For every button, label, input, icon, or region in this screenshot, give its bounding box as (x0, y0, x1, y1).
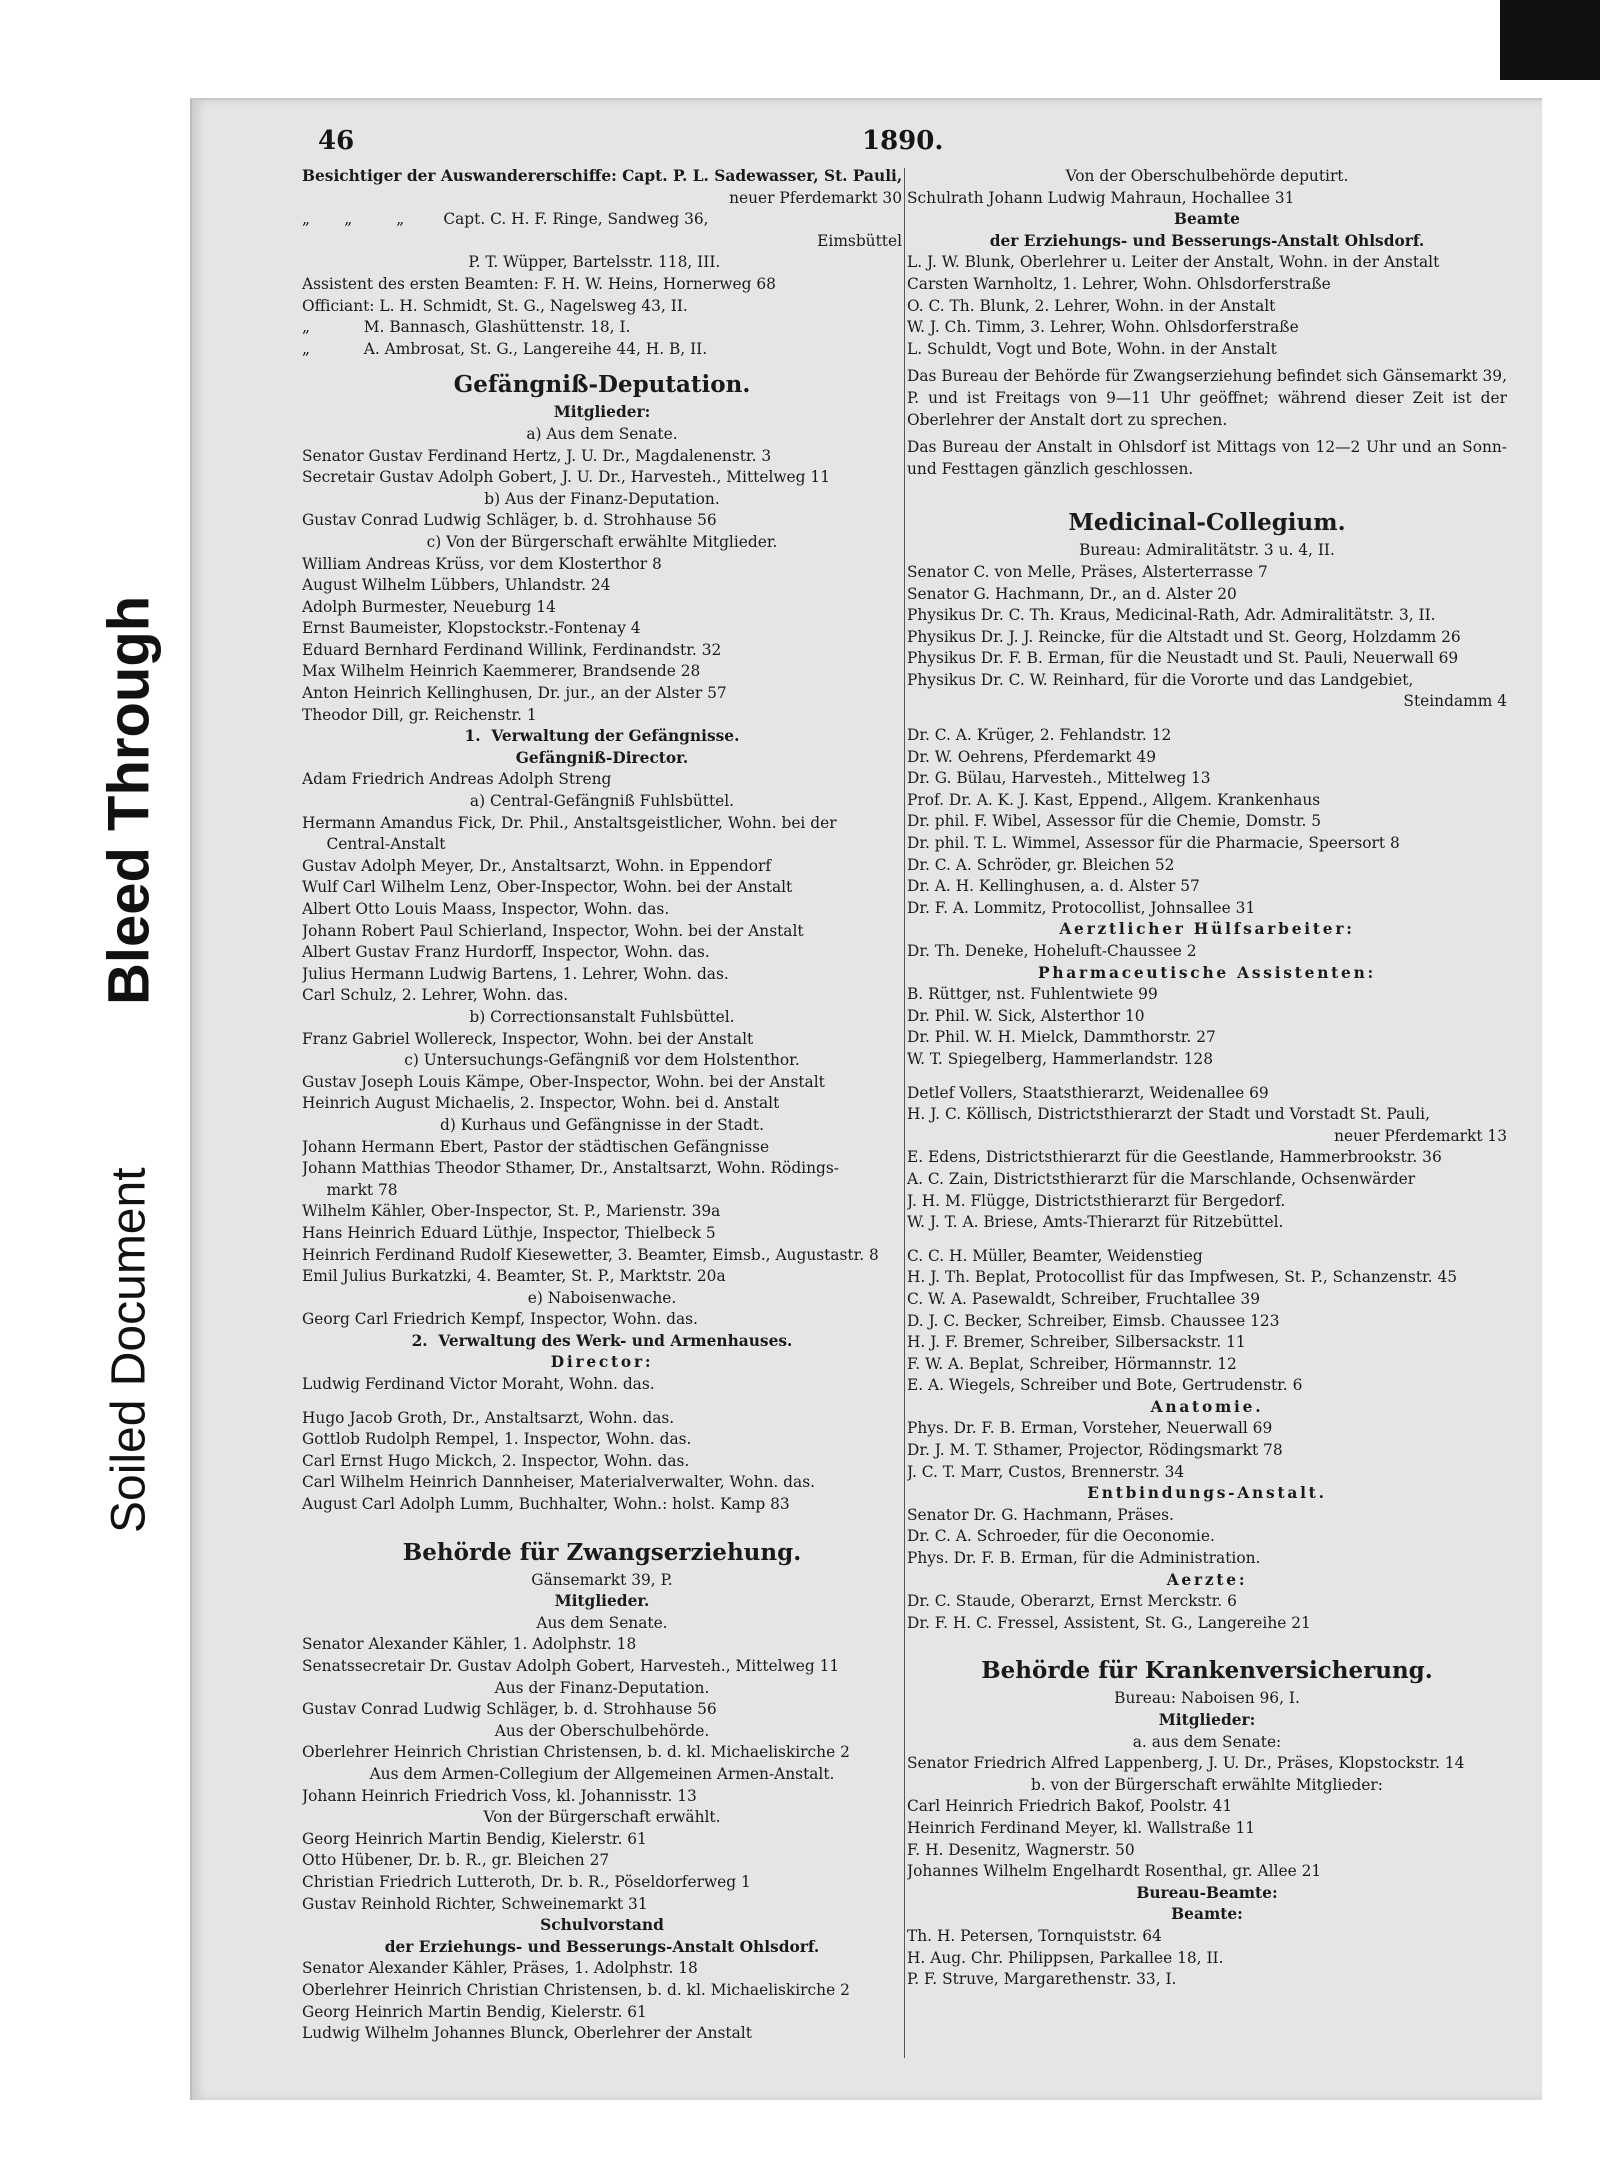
text-line: H. J. Th. Beplat, Protocollist für das Impfwesen, St. P., Schanzenstr. 45 (907, 1268, 1458, 1287)
text-line: Dr. J. M. T. Sthamer, Projector, Rödingsmarkt 78 (907, 1441, 1283, 1460)
left-column (302, 166, 902, 2045)
text-line: d) Kurhaus und Gefängnisse in der Stadt. (440, 1115, 764, 1134)
text-line: Gustav Joseph Louis Kämpe, Ober-Inspector, Wohn. bei der Anstalt (302, 1072, 825, 1091)
text-line: Von der Oberschulbehörde deputirt. (1065, 167, 1349, 185)
text-line: Hermann Amandus Fick, Dr. Phil., Anstaltsgeistlicher, Wohn. bei der (302, 813, 837, 832)
text-line: Senator Gustav Ferdinand Hertz, J. U. Dr., Magdalenenstr. 3 (302, 446, 772, 465)
text-line: Senator Friedrich Alfred Lappenberg, J. U. Dr., Präses, Klopstockstr. 14 (907, 1754, 1465, 1773)
section-title: Behörde für Krankenversicherung. (981, 1657, 1433, 1685)
text-line: Oberlehrer Heinrich Christian Christensen, b. d. kl. Michaeliskirche 2 (302, 1743, 850, 1762)
text-line: Carl Heinrich Friedrich Bakof, Poolstr. 41 (907, 1797, 1233, 1816)
text-line: Aus dem Armen-Collegium der Allgemeinen Armen-Anstalt. (369, 1764, 835, 1783)
text-line: F. H. Desenitz, Wagnerstr. 50 (907, 1840, 1135, 1859)
text-line: Dr. C. A. Schröder, gr. Bleichen 52 (907, 855, 1175, 874)
text-line: Senator Alexander Kähler, 1. Adolphstr. 18 (302, 1635, 637, 1654)
text-line: Phys. Dr. F. B. Erman, Vorsteher, Neuerwall 69 (907, 1419, 1273, 1438)
text-line: Mitglieder: (553, 403, 651, 422)
text-line: Anatomie. (1150, 1397, 1264, 1416)
text-line: Von der Bürgerschaft erwählt. (483, 1808, 721, 1827)
text-line: Dr. C. A. Schroeder, für die Oeconomie. (907, 1527, 1215, 1546)
text-line: Phys. Dr. F. B. Erman, für die Administration. (907, 1549, 1261, 1568)
soiled-document-stamp (84, 1000, 174, 1700)
text-line: Aerzte: (1166, 1570, 1248, 1589)
text-line: Ludwig Ferdinand Victor Moraht, Wohn. das. (302, 1375, 655, 1394)
text-line: P. F. Struve, Margarethenstr. 33, I. (907, 1970, 1177, 1989)
text-line: Gustav Conrad Ludwig Schläger, b. d. Strohhause 56 (302, 1700, 717, 1719)
spacer (907, 713, 1507, 725)
text-line: Assistent des ersten Beamten: F. H. W. Heins, Hornerweg 68 (302, 274, 776, 293)
text-line: L. J. W. Blunk, Oberlehrer u. Leiter der Anstalt, Wohn. in der Anstalt (907, 253, 1440, 272)
text-line: Heinrich Ferdinand Rudolf Kiesewetter, 3. Beamter, Eimsb., Augustastr. 8 (302, 1245, 879, 1264)
text-line: Eimsbüttel (817, 231, 902, 250)
text-line: Johann Matthias Theodor Sthamer, Dr., Anstaltsarzt, Wohn. Rödings- (302, 1159, 839, 1178)
text-line: Carl Schulz, 2. Lehrer, Wohn. das. (302, 986, 569, 1005)
text-line: Gustav Adolph Meyer, Dr., Anstaltsarzt, Wohn. in Eppendorf (302, 856, 772, 875)
text-line: E. A. Wiegels, Schreiber und Bote, Gertrudenstr. 6 (907, 1376, 1303, 1395)
soiled-document-label: Soiled Document (102, 1167, 156, 1533)
text-line: Hans Heinrich Eduard Lüthje, Inspector, Thielbeck 5 (302, 1223, 716, 1242)
text-line: Aus dem Senate. (536, 1613, 668, 1632)
text-line: H. Aug. Chr. Philippsen, Parkallee 18, II. (907, 1948, 1224, 1967)
text-line: 2. Verwaltung des Werk- und Armenhauses. (411, 1331, 793, 1350)
text-line: b. von der Bürgerschaft erwählte Mitglieder: (1031, 1775, 1383, 1794)
text-line: Georg Carl Friedrich Kempf, Inspector, Wohn. das. (302, 1310, 698, 1329)
text-line: P. T. Wüpper, Bartelsstr. 118, III. (302, 253, 721, 272)
text-line: neuer Pferdemarkt 30 (729, 188, 902, 207)
text-line: Bureau-Beamte: (1136, 1883, 1278, 1902)
text-line: Ernst Baumeister, Klopstockstr.-Fontenay 4 (302, 619, 641, 638)
text-line: Albert Otto Louis Maass, Inspector, Wohn. das. (302, 900, 670, 918)
text-line: Senator C. von Melle, Präses, Alsterterrasse 7 (907, 562, 1268, 581)
text-line: W. J. Ch. Timm, 3. Lehrer, Wohn. Ohlsdorferstraße (907, 318, 1299, 337)
spacer (302, 1516, 902, 1528)
text-line: markt 78 (302, 1180, 398, 1199)
text-line: Dr. phil. F. Wibel, Assessor für die Chemie, Domstr. 5 (907, 812, 1322, 831)
spacer (302, 1396, 902, 1408)
text-line: Aus der Finanz-Deputation. (494, 1678, 710, 1697)
text-line: Physikus Dr. C. W. Reinhard, für die Vororte und das Landgebiet, (907, 670, 1414, 689)
column-divider (904, 168, 905, 2058)
text-line: Heinrich August Michaelis, 2. Inspector, Wohn. bei d. Anstalt (302, 1094, 780, 1113)
text-line: „ „ „ Capt. C. H. F. Ringe, Sandweg 36, (302, 210, 709, 229)
text-line: Dr. C. A. Krüger, 2. Fehlandstr. 12 (907, 726, 1172, 745)
text-line: Mitglieder: (1158, 1711, 1256, 1729)
text-line: Detlef Vollers, Staatsthierarzt, Weidenallee 69 (907, 1083, 1269, 1102)
text-line: D. J. C. Becker, Schreiber, Eimsb. Chaussee 123 (907, 1311, 1280, 1330)
text-line: Oberlehrer Heinrich Christian Christensen, b. d. kl. Michaeliskirche 2 (302, 1980, 850, 1999)
text-line: Dr. Th. Deneke, Hoheluft-Chaussee 2 (907, 942, 1197, 960)
spacer (907, 1234, 1507, 1246)
section-title: Gefängniß-Deputation. (453, 371, 751, 399)
text-line: Aerztlicher Hülfsarbeiter: (1059, 920, 1355, 939)
text-line: Senator Alexander Kähler, Präses, 1. Adolphstr. 18 (302, 1959, 698, 1978)
text-line: Mitglieder. (554, 1592, 650, 1611)
page-year: 1890. (862, 126, 944, 156)
text-line: „ M. Bannasch, Glashüttenstr. 18, I. (302, 318, 631, 337)
text-line: Dr. W. Oehrens, Pferdemarkt 49 (907, 747, 1156, 766)
spacer (907, 1071, 1507, 1083)
text-line: Schulvorstand (540, 1916, 664, 1935)
spacer (907, 1634, 1507, 1646)
text-line: Beamte (1174, 210, 1240, 229)
text-line: Officiant: L. H. Schmidt, St. G., Nagelsweg 43, II. (302, 296, 688, 315)
text-line: Dr. Phil. W. H. Mielck, Dammthorstr. 27 (907, 1028, 1216, 1047)
text-line: Georg Heinrich Martin Bendig, Kielerstr. 61 (302, 2002, 647, 2021)
text-line: Johann Heinrich Friedrich Voss, kl. Johannisstr. 13 (302, 1786, 697, 1805)
text-line: A. C. Zain, Districtsthierarzt für die Marschlande, Ochsenwärder (907, 1169, 1416, 1188)
text-line: Albert Gustav Franz Hurdorff, Inspector, Wohn. das. (302, 943, 710, 962)
text-line: Physikus Dr. F. B. Erman, für die Neustadt und St. Pauli, Neuerwall 69 (907, 649, 1459, 668)
text-line: Franz Gabriel Wollereck, Inspector, Wohn. bei der Anstalt (302, 1029, 754, 1048)
text-line: Otto Hübener, Dr. b. R., gr. Bleichen 27 (302, 1851, 610, 1870)
text-line: Gänsemarkt 39, P. (531, 1570, 673, 1589)
text-line: Hugo Jacob Groth, Dr., Anstaltsarzt, Wohn. das. (302, 1408, 675, 1427)
text-line: der Erziehungs- und Besserungs-Anstalt Ohlsdorf. (989, 231, 1425, 250)
text-line: Adolph Burmester, Neueburg 14 (302, 597, 556, 616)
text-line: Wulf Carl Wilhelm Lenz, Ober-Inspector, Wohn. bei der Anstalt (302, 878, 793, 897)
bleed-through-label: Bleed Through (96, 595, 162, 1005)
text-line: 1. Verwaltung der Gefängnisse. (464, 727, 740, 746)
text-line: Gefängniß-Director. (515, 748, 689, 767)
text-line: August Wilhelm Lübbers, Uhlandstr. 24 (302, 576, 611, 595)
text-line: Dr. G. Bülau, Harvesteh., Mittelweg 13 (907, 769, 1211, 788)
text-line: Julius Hermann Ludwig Bartens, 1. Lehrer, Wohn. das. (302, 964, 729, 983)
corner-black-mark (1500, 0, 1600, 80)
section-title: Behörde für Zwangserziehung. (402, 1538, 802, 1566)
text-line: C. C. H. Müller, Beamter, Weidenstieg (907, 1246, 1203, 1265)
text-line: Director: (550, 1353, 654, 1372)
text-line: Georg Heinrich Martin Bendig, Kielerstr. 61 (302, 1829, 647, 1848)
text-line: b) Correctionsanstalt Fuhlsbüttel. (469, 1007, 735, 1026)
text-line: Dr. A. H. Kellinghusen, a. d. Alster 57 (907, 877, 1200, 896)
text-line: „ A. Ambrosat, St. G., Langereihe 44, H. B, II. (302, 339, 708, 358)
text-line: Central-Anstalt (302, 835, 446, 854)
text-line: O. C. Th. Blunk, 2. Lehrer, Wohn. in der Anstalt (907, 296, 1276, 315)
text-line: Adam Friedrich Andreas Adolph Streng (302, 770, 612, 789)
text-line: Besichtiger der Auswandererschiffe: Capt. P. L. Sadewasser, St. Pauli, (302, 167, 902, 185)
text-line: b) Aus der Finanz-Deputation. (484, 489, 720, 508)
text-line: H. J. F. Bremer, Schreiber, Silbersackstr. 11 (907, 1333, 1246, 1352)
text-line: Prof. Dr. A. K. J. Kast, Eppend., Allgem. Krankenhaus (907, 790, 1321, 809)
text-line: Anton Heinrich Kellinghusen, Dr. jur., an der Alster 57 (302, 684, 727, 703)
text-line: Das Bureau der Behörde für Zwangserziehung befindet sich Gänsemarkt 39, P. und ist Freitags von 9—11 Uhr geöffnet; während dieser Zeit ist der Oberlehrer der Anstalt dort zu sprechen. (907, 367, 1507, 429)
text-line: e) Naboisenwache. (527, 1288, 677, 1307)
text-line: a. aus dem Senate: (1132, 1732, 1282, 1751)
text-line: Christian Friedrich Lutteroth, Dr. b. R., Pöseldorferweg 1 (302, 1872, 751, 1891)
text-line: B. Rüttger, nst. Fuhlentwiete 99 (907, 985, 1158, 1004)
text-line: Gustav Reinhold Richter, Schweinemarkt 31 (302, 1894, 648, 1913)
text-line: Bureau: Admiralitätstr. 3 u. 4, II. (1079, 541, 1335, 560)
text-line: August Carl Adolph Lumm, Buchhalter, Wohn.: holst. Kamp 83 (302, 1495, 790, 1514)
text-line: Bureau: Naboisen 96, I. (1114, 1689, 1300, 1708)
text-line: Eduard Bernhard Ferdinand Willink, Ferdinandstr. 32 (302, 640, 722, 659)
text-line: Carl Wilhelm Heinrich Dannheiser, Materialverwalter, Wohn. das. (302, 1473, 815, 1492)
text-line: Dr. F. A. Lommitz, Protocollist, Johnsallee 31 (907, 898, 1256, 917)
text-line: Gottlob Rudolph Rempel, 1. Inspector, Wohn. das. (302, 1430, 692, 1449)
text-line: Senator G. Hachmann, Dr., an d. Alster 20 (907, 584, 1237, 603)
text-line: F. W. A. Beplat, Schreiber, Hörmannstr. 12 (907, 1354, 1237, 1373)
text-line: Emil Julius Burkatzki, 4. Beamter, St. P., Marktstr. 20a (302, 1267, 726, 1286)
text-line: Das Bureau der Anstalt in Ohlsdorf ist Mittags von 12—2 Uhr und an Sonn- und Festtagen gänzlich geschlossen. (907, 438, 1507, 478)
section-title: Medicinal-Collegium. (1068, 509, 1346, 537)
text-line: Beamte: (1171, 1905, 1243, 1924)
text-line: Wilhelm Kähler, Ober-Inspector, St. P., Marienstr. 39a (302, 1202, 721, 1221)
text-line: Secretair Gustav Adolph Gobert, J. U. Dr., Harvesteh., Mittelweg 11 (302, 468, 830, 487)
text-line: W. T. Spiegelberg, Hammerlandstr. 128 (907, 1049, 1213, 1068)
text-line: Senator Dr. G. Hachmann, Präses. (907, 1505, 1174, 1524)
text-line: Schulrath Johann Ludwig Mahraun, Hochallee 31 (907, 188, 1295, 207)
text-line: L. Schuldt, Vogt und Bote, Wohn. in der Anstalt (907, 339, 1277, 358)
text-line: E. Edens, Districtsthierarzt für die Geestlande, Hammerbrookstr. 36 (907, 1148, 1442, 1167)
text-line: Ludwig Wilhelm Johannes Blunck, Oberlehrer der Anstalt (302, 2024, 752, 2043)
text-line: Dr. F. H. C. Fressel, Assistent, St. G., Langereihe 21 (907, 1613, 1311, 1632)
text-line: W. J. T. A. Briese, Amts-Thierarzt für Ritzebüttel. (907, 1213, 1284, 1232)
text-line: Physikus Dr. J. J. Reincke, für die Altstadt und St. Georg, Holzdamm 26 (907, 627, 1461, 646)
text-line: Pharmaceutische Assistenten: (1037, 963, 1377, 982)
text-line: H. J. C. Köllisch, Districtsthierarzt der Stadt und Vorstadt St. Pauli, (907, 1105, 1430, 1124)
right-column (907, 166, 1507, 1991)
text-line: Dr. phil. T. L. Wimmel, Assessor für die Pharmacie, Speersort 8 (907, 834, 1400, 853)
page-number: 46 (318, 126, 355, 156)
text-line: Johannes Wilhelm Engelhardt Rosenthal, gr. Allee 21 (907, 1862, 1322, 1881)
text-line: neuer Pferdemarkt 13 (1334, 1126, 1507, 1145)
text-line: J. H. M. Flügge, Districtsthierarzt für Bergedorf. (907, 1191, 1286, 1210)
text-line: Dr. Phil. W. Sick, Alsterthor 10 (907, 1006, 1145, 1025)
text-line: Entbindungs-Anstalt. (1087, 1484, 1327, 1503)
spacer (907, 486, 1507, 498)
text-line: C. W. A. Pasewaldt, Schreiber, Fruchtallee 39 (907, 1289, 1261, 1308)
text-line: Physikus Dr. C. Th. Kraus, Medicinal-Rath, Adr. Admiralitätstr. 3, II. (907, 606, 1436, 625)
text-line: Johann Robert Paul Schierland, Inspector, Wohn. bei der Anstalt (302, 921, 804, 940)
text-line: Carsten Warnholtz, 1. Lehrer, Wohn. Ohlsdorferstraße (907, 274, 1331, 293)
text-line: Steindamm 4 (1403, 692, 1507, 711)
scanned-page (190, 98, 1542, 2100)
text-line: c) Untersuchungs-Gefängniß vor dem Holstenthor. (404, 1051, 800, 1070)
text-line: Johann Hermann Ebert, Pastor der städtischen Gefängnisse (302, 1137, 770, 1156)
text-line: a) Aus dem Senate. (526, 424, 678, 443)
text-line: Senatssecretair Dr. Gustav Adolph Gobert, Harvesteh., Mittelweg 11 (302, 1657, 840, 1675)
text-line: der Erziehungs- und Besserungs-Anstalt Ohlsdorf. (384, 1937, 820, 1956)
text-line: Gustav Conrad Ludwig Schläger, b. d. Strohhause 56 (302, 511, 717, 530)
text-line: J. C. T. Marr, Custos, Brennerstr. 34 (907, 1462, 1185, 1481)
text-line: Carl Ernst Hugo Mickch, 2. Inspector, Wohn. das. (302, 1451, 690, 1470)
text-line: Th. H. Petersen, Tornquiststr. 64 (907, 1926, 1162, 1945)
text-line: Dr. C. Staude, Oberarzt, Ernst Merckstr. 6 (907, 1592, 1237, 1611)
text-line: Theodor Dill, gr. Reichenstr. 1 (302, 705, 537, 724)
text-line: William Andreas Krüss, vor dem Klosterthor 8 (302, 554, 662, 573)
text-line: Aus der Oberschulbehörde. (494, 1721, 710, 1740)
text-line: c) Von der Bürgerschaft erwählte Mitglieder. (426, 532, 778, 551)
text-line: Heinrich Ferdinand Meyer, kl. Wallstraße 11 (907, 1818, 1256, 1837)
text-line: Max Wilhelm Heinrich Kaemmerer, Brandsende 28 (302, 662, 701, 681)
text-line: a) Central-Gefängniß Fuhlsbüttel. (469, 792, 735, 811)
